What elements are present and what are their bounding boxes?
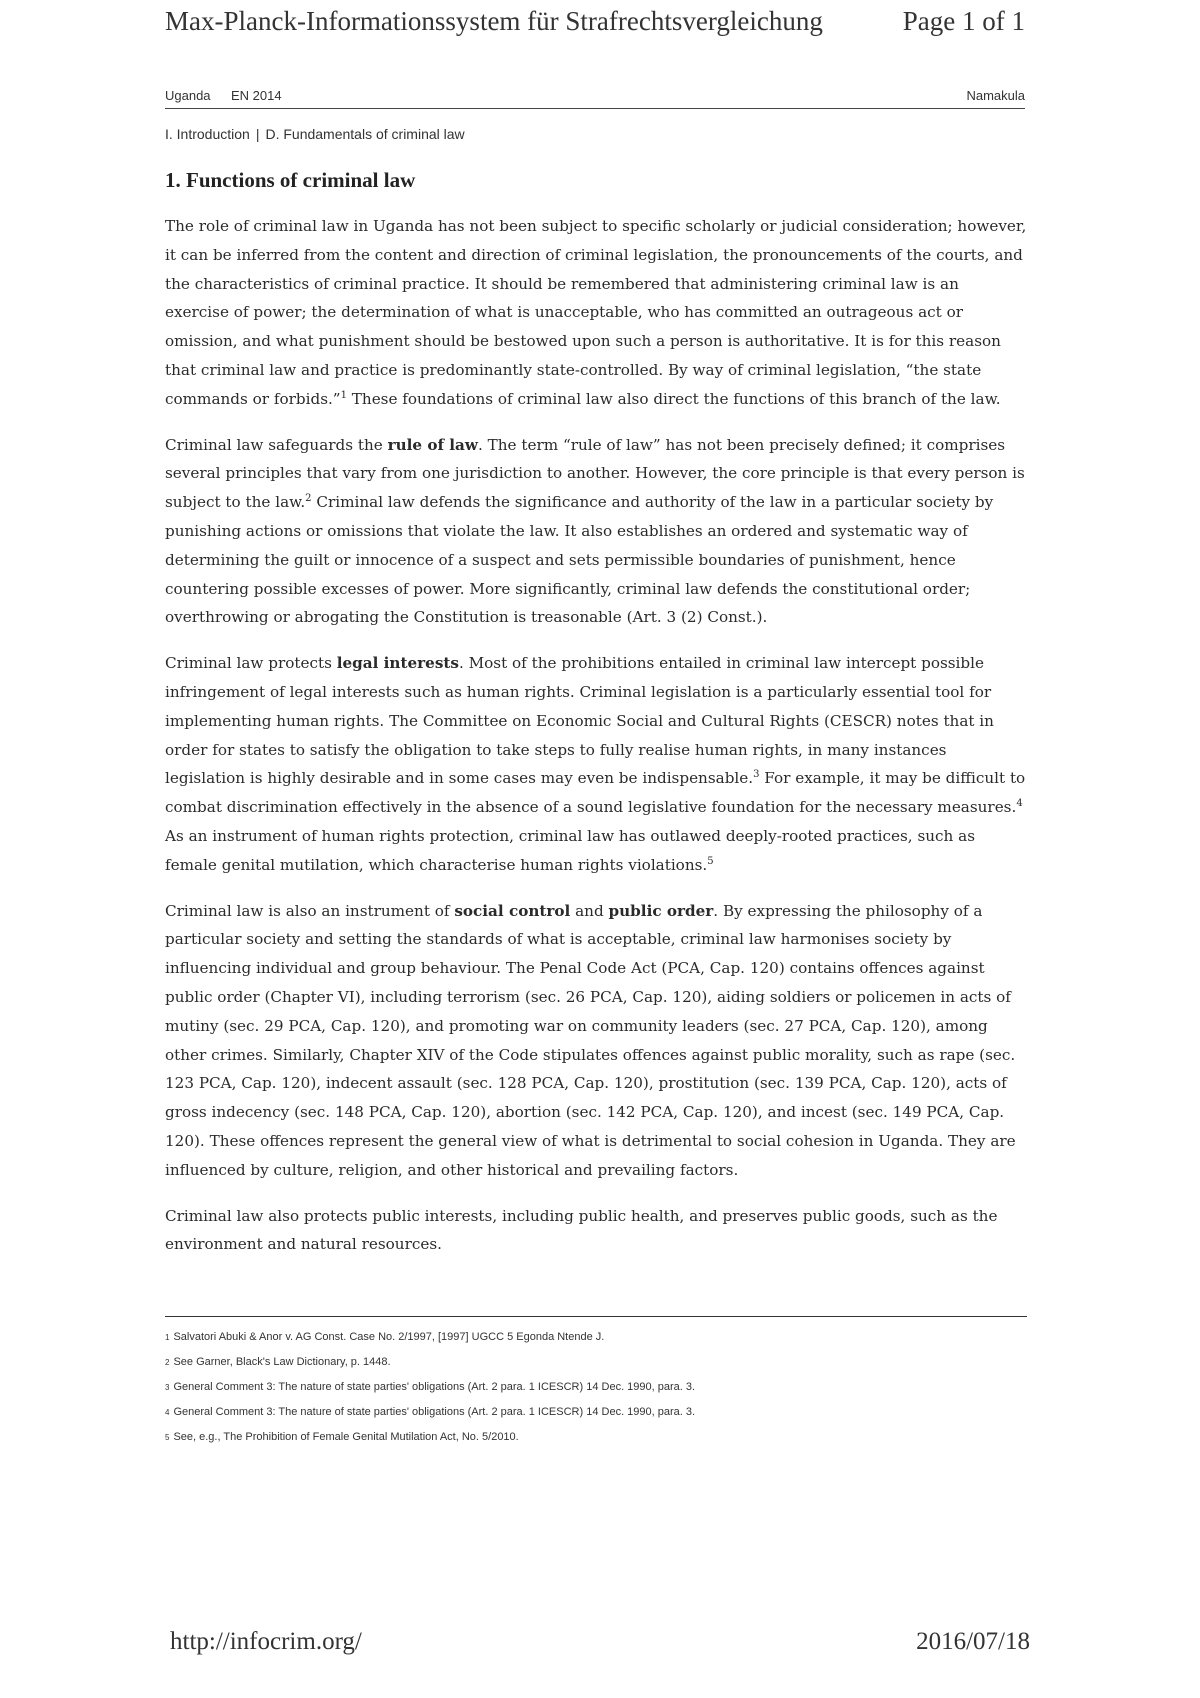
paragraph-1-text: The role of criminal law in Uganda has not been subject to specific scholarly or judicial consideration; however, it can be inferred from the content and direction of criminal legislation, the pronouncements of the courts, and the characteristics of criminal practice. It should be remembered that administering criminal law is an exercise of power; the determination of what is unacceptable, who has committed an outrageous act or omission, and what punishment should be bestowed upon such a person is authoritative. It is for this reason that criminal law and practice is predominantly state-controlled. By way of criminal legislation, “the state commands or forbids.”: [165, 217, 1027, 408]
section-title: 1. Functions of criminal law: [165, 168, 416, 192]
footnote-ref-1[interactable]: 1: [340, 389, 347, 401]
keyword-public-order: public order: [608, 901, 714, 920]
print-header: [165, 6, 1025, 46]
breadcrumb-section[interactable]: D. Fundamentals of criminal law: [265, 126, 465, 142]
print-footer: [170, 1628, 1030, 1664]
paragraph-4-lead: Criminal law is also an instrument of: [165, 901, 455, 920]
footnote-number: 2: [165, 1358, 170, 1367]
breadcrumb: [165, 126, 465, 142]
paragraph-3-mid2: As an instrument of human rights protection, criminal law has outlawed deeply-rooted practices, such as female genital mutilation, which characterise human rights violations.: [165, 826, 976, 874]
footnote-ref-5[interactable]: 5: [707, 855, 714, 867]
paragraph-5-text: Criminal law also protects public interests, including public health, and preserves public goods, such as the environment and natural resources.: [165, 1206, 998, 1254]
footnote-number: 3: [165, 1383, 170, 1392]
footnote-item: [165, 1350, 1027, 1375]
paragraph-4-and: and: [570, 901, 609, 920]
paragraph-5: [165, 1202, 1027, 1260]
page-number: Page 1 of 1: [902, 6, 1025, 36]
footnotes-list: [165, 1325, 1027, 1450]
paragraph-3-lead: Criminal law protects: [165, 654, 337, 673]
body-text: [165, 212, 1027, 1276]
footnote-text: See, e.g., The Prohibition of Female Genital Mutilation Act, No. 5/2010.: [173, 1431, 519, 1443]
footnote-number: 5: [165, 1433, 170, 1442]
footnote-item: [165, 1375, 1027, 1400]
footnote-ref-2[interactable]: 2: [305, 493, 312, 505]
print-date: 2016/07/18: [916, 1628, 1030, 1655]
document-meta-bar: [165, 86, 1025, 109]
edition-label: EN 2014: [231, 88, 282, 103]
footnote-text: See Garner, Black's Law Dictionary, p. 1448.: [173, 1356, 391, 1368]
paragraph-3: [165, 649, 1027, 879]
breadcrumb-separator: |: [255, 126, 260, 142]
footnote-number: 4: [165, 1408, 170, 1417]
footnote-item: [165, 1425, 1027, 1450]
country-label: Uganda: [165, 88, 211, 103]
paragraph-1: [165, 212, 1027, 414]
footnote-ref-3[interactable]: 3: [753, 769, 760, 781]
paragraph-2-text: . The term “rule of law” has not been precisely defined; it comprises several principles that vary from one jurisdiction to another. However, the core principle is that every person is subject to the law.: [165, 435, 1025, 512]
paragraph-2: [165, 431, 1027, 633]
paragraph-4-text: . By expressing the philosophy of a particular society and setting the standards of what is acceptable, criminal law harmonises society by influencing individual and group behaviour. The Penal Code Act (PCA, Cap. 120) contains offences against public order (Chapter VI), including terrorism (sec. 26 PCA, Cap. 120), aiding soldiers or policemen in acts of mutiny (sec. 29 PCA, Cap. 120), and promoting war on community leaders (sec. 27 PCA, Cap. 120), among other crimes. Similarly, Chapter XIV of the Code stipulates offences against public morality, such as rape (sec. 123 PCA, Cap. 120), indecent assault (sec. 128 PCA, Cap. 120), prostitution (sec. 139 PCA, Cap. 120), acts of gross indecency (sec. 148 PCA, Cap. 120), abortion (sec. 142 PCA, Cap. 120), and incest (sec. 149 PCA, Cap. 120). These offences represent the general view of what is detrimental to social cohesion in Uganda. They are influenced by culture, religion, and other historical and prevailing factors.: [165, 901, 1016, 1179]
footnote-number: 1: [165, 1333, 170, 1342]
paragraph-3-mid: For example, it may be difficult to combat discrimination effectively in the absence of a sound legislative foundation for the necessary measures.: [165, 769, 1026, 817]
print-header-title: Max-Planck-Informationssystem für Strafrechtsvergleichung: [165, 6, 823, 36]
footnote-text: Salvatori Abuki & Anor v. AG Const. Case No. 2/1997, [1997] UGCC 5 Egonda Ntende J.: [173, 1331, 605, 1343]
paragraph-2-tail: Criminal law defends the significance and authority of the law in a particular society by punishing actions or omissions that violate the law. It also establishes an ordered and systematic way of determining the guilt or innocence of a suspect and sets permissible boundaries of punishment, hence countering possible excesses of power. More significantly, criminal law defends the constitutional order; overthrowing or abrogating the Constitution is treasonable (Art. 3 (2) Const.).: [165, 493, 994, 627]
paragraph-2-lead: Criminal law safeguards the: [165, 435, 388, 454]
paragraph-3-text: . Most of the prohibitions entailed in criminal law intercept possible infringement of legal interests such as human rights. Criminal legislation is a particularly essential tool for implementing human rights. The Committee on Economic Social and Cultural Rights (CESCR) notes that in order for states to satisfy the obligation to take steps to fully realise human rights, in many instances legislation is highly desirable and in some cases may even be indispensable.: [165, 654, 994, 788]
footnote-divider: [165, 1316, 1027, 1317]
author-label: Namakula: [966, 88, 1025, 103]
breadcrumb-part[interactable]: I. Introduction: [165, 126, 250, 142]
source-url-link[interactable]: http://infocrim.org/: [170, 1628, 362, 1655]
keyword-legal-interests: legal interests: [336, 654, 459, 673]
footnote-item: [165, 1325, 1027, 1350]
keyword-social-control: social control: [454, 901, 571, 920]
paragraph-1-tail: These foundations of criminal law also direct the functions of this branch of the law.: [346, 389, 1001, 408]
footnote-text: General Comment 3: The nature of state parties' obligations (Art. 2 para. 1 ICESCR) 14 Dec. 1990, para. 3.: [173, 1406, 696, 1418]
paragraph-4: [165, 897, 1027, 1185]
footnote-text: General Comment 3: The nature of state parties' obligations (Art. 2 para. 1 ICESCR) 14 Dec. 1990, para. 3.: [173, 1381, 696, 1393]
footnote-item: [165, 1400, 1027, 1425]
footnote-ref-4[interactable]: 4: [1016, 798, 1023, 810]
keyword-rule-of-law: rule of law: [387, 435, 478, 454]
